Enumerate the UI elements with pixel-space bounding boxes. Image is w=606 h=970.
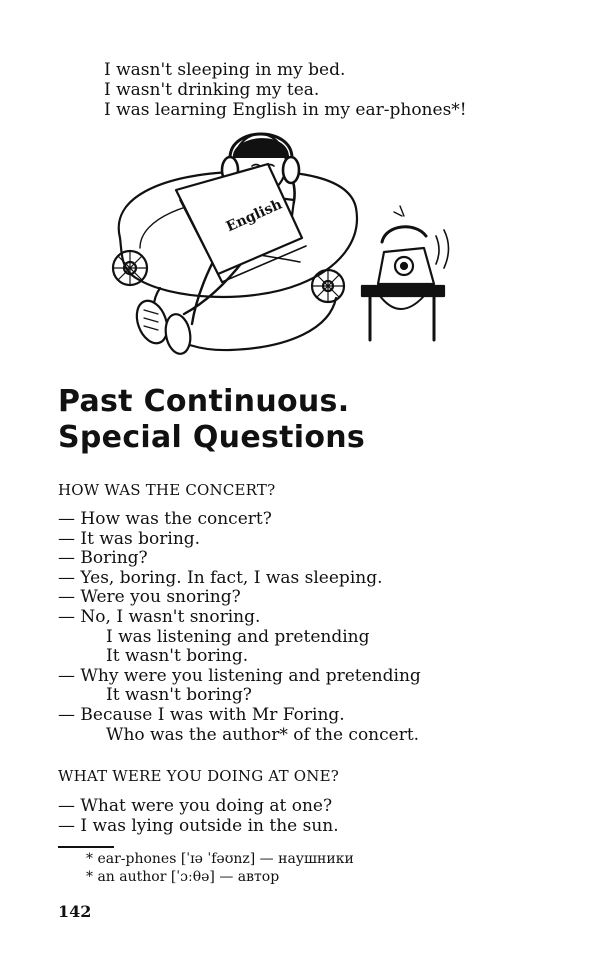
dialogue-line: I was listening and pretending (106, 626, 370, 647)
telephone-table-icon (362, 286, 444, 340)
footnote: * an author [ˈɔːθə] — автор (86, 869, 280, 885)
dialogue-line: — Boring? (58, 548, 148, 569)
dialogue-line: — It was boring. (58, 528, 201, 549)
one-oclock-dialogue (58, 797, 339, 836)
dialogue-line: — No, I wasn't snoring. (58, 606, 261, 627)
lesson-title (58, 384, 365, 456)
opening-poem (104, 60, 467, 120)
title-line: Special Questions (58, 420, 366, 455)
girl-with-headphones-illustration (100, 128, 470, 364)
book-title-label: English (223, 196, 285, 236)
dialogue-line: It wasn't boring? (106, 685, 252, 706)
page-number: 142 (58, 902, 92, 921)
dialogue-line: — I was lying outside in the sun. (58, 815, 339, 836)
poem-line: I wasn't sleeping in my bed. (104, 60, 346, 80)
cushion-swirl-right-icon (312, 270, 344, 302)
dialogue-line: — Yes, boring. In fact, I was sleeping. (58, 567, 383, 588)
dialogue-line: — What were you doing at one? (58, 796, 333, 816)
cushion-swirl-left-icon (113, 251, 147, 285)
footnote-divider (58, 846, 114, 848)
dialogue-line: It wasn't boring. (106, 646, 249, 667)
dialogue-line: — How was the concert? (58, 509, 272, 529)
dialogue-line: — Were you snoring? (58, 587, 241, 608)
concert-dialogue (58, 510, 421, 745)
section-heading: HOW WAS THE CONCERT? (58, 481, 276, 499)
sneakers-icon (131, 297, 193, 356)
poem-line: I was learning English in my ear-phones*! (104, 100, 467, 120)
section-heading: WHAT WERE YOU DOING AT ONE? (58, 767, 339, 785)
footnote: * ear-phones [ˈɪə ˈfəʊnz] — наушники (86, 851, 354, 867)
dialogue-line: — Because I was with Mr Foring. (58, 704, 345, 725)
poem-line: I wasn't drinking my tea. (104, 80, 320, 100)
dialogue-line: — Why were you listening and pretending (58, 665, 421, 686)
dialogue-line: Who was the author* of the concert. (106, 724, 420, 745)
telephone-icon (378, 206, 449, 284)
title-line: Past Continuous. (58, 384, 350, 419)
footnotes (86, 850, 354, 886)
